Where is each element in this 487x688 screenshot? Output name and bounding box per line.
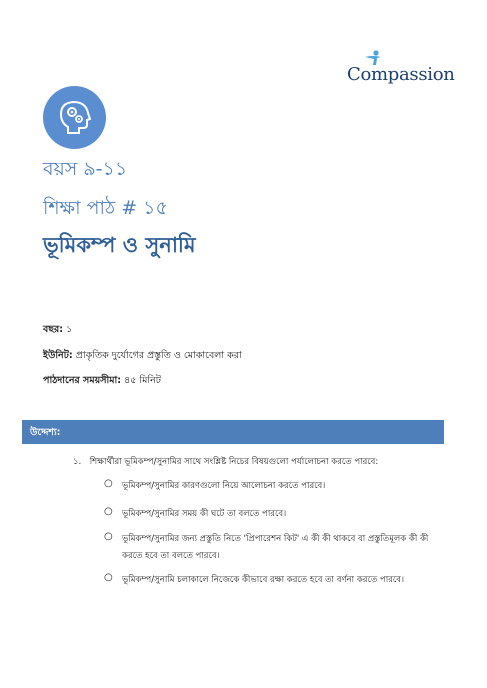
objective-item: [73, 455, 378, 469]
lesson-badge: [43, 86, 106, 149]
objective-number: ১.: [73, 457, 82, 467]
brand-name: Compassion: [347, 64, 455, 85]
bullet-circle-icon: ○: [104, 478, 113, 489]
bullet-circle-icon: ○: [104, 572, 113, 583]
bullet-circle-icon: ○: [104, 506, 113, 517]
meta-time: [43, 374, 161, 389]
sub-objective-text: ভূমিকম্প/সুনামির জন্য প্রস্তুতি নিতে 'প্রিপারেশন কিট' এ কী কী থাকবে বা প্রস্তুতিমূলক কী কী করতে হবে তা বলতে পারবে।: [122, 534, 429, 561]
unit-label: ইউনিট:: [43, 350, 73, 361]
objective-text: শিক্ষার্থীরা ভূমিকম্প/সুনামির সাথে সংশ্লিষ্ট নিচের বিষয়গুলো পর্যালোচনা করতে পারবে:: [89, 457, 379, 467]
unit-value: প্রাকৃতিক দুর্যোগের প্রস্তুতি ও মোকাবেলা করা: [75, 350, 242, 361]
year-value: ১: [66, 324, 73, 335]
sub-objective-text: ভূমিকম্প/সুনামির সময় কী ঘটে তা বলতে পারবে।: [122, 509, 287, 519]
age-range: বয়স ৯-১১: [43, 158, 128, 180]
time-label: পাঠদানের সময়সীমা:: [43, 375, 122, 386]
lesson-number: শিক্ষা পাঠ # ১৫: [43, 197, 168, 219]
page-title: ভূমিকম্প ও সুনামি: [43, 233, 196, 257]
objectives-heading: উদ্দেশ্য:: [22, 420, 444, 444]
time-value: ৪৫ মিনিট: [124, 375, 161, 386]
meta-unit: [43, 349, 242, 364]
head-gears-icon: [58, 100, 92, 136]
meta-year: [43, 323, 72, 338]
sub-objective-text: ভূমিকম্প/সুনামি চলাকালে নিজেকে কীভাবে রক্ষা করতে হবে তা বর্ণনা করতে পারবে।: [122, 575, 405, 585]
sub-objective-text: ভূমিকম্প/সুনামির কারণগুলো নিয়ে আলোচনা করতে পারবে।: [122, 481, 326, 491]
compassion-logo: [345, 50, 455, 90]
bullet-circle-icon: ○: [104, 531, 113, 542]
year-label: বছর:: [43, 324, 64, 335]
